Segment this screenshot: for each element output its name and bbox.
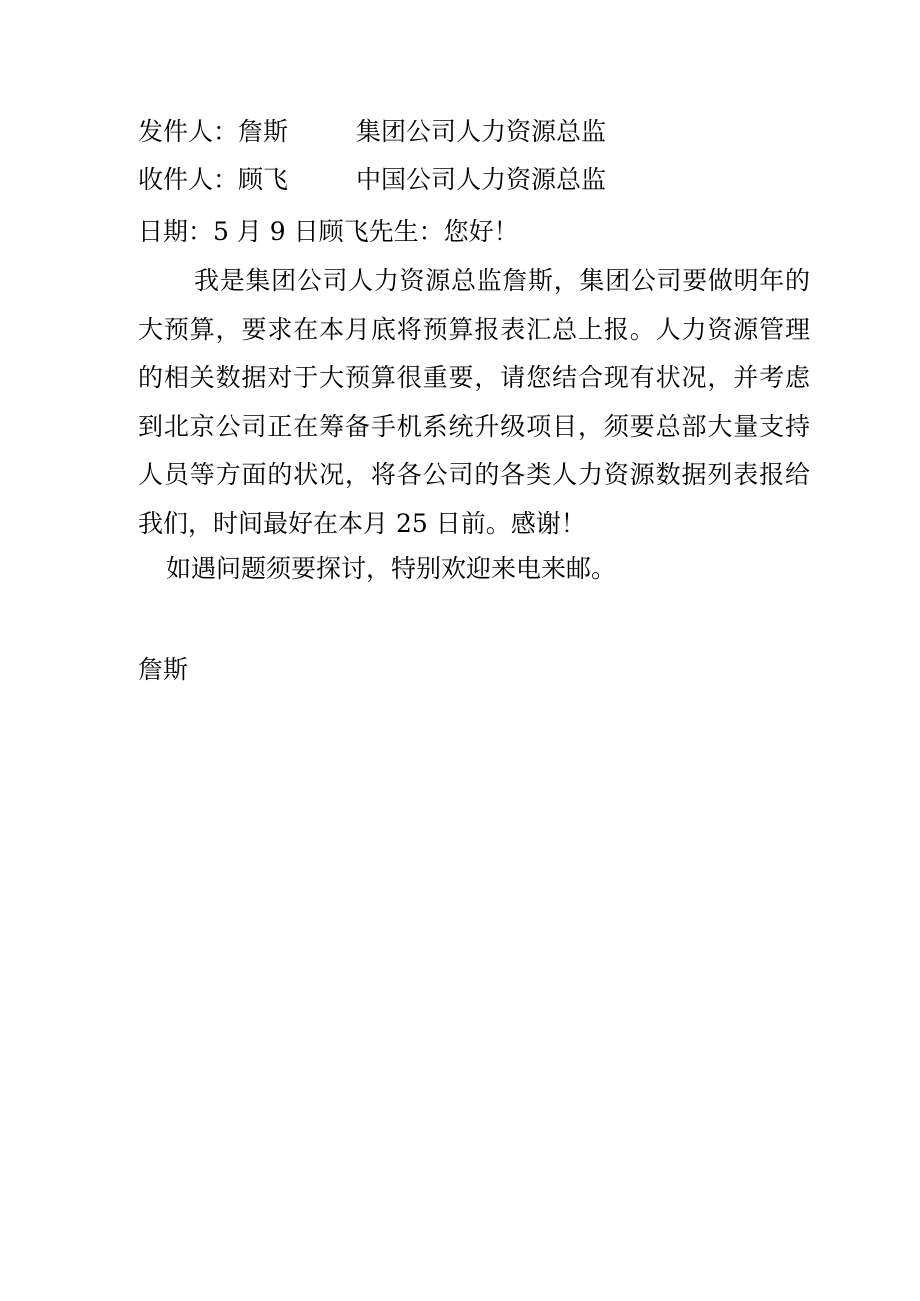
- recipient-name: 收件人：顾飞: [138, 165, 289, 194]
- sender-line: [138, 119, 606, 144]
- date-greeting-line: 日期：5 月 9 日顾飞先生：您好！: [138, 217, 519, 246]
- recipient-line: [138, 167, 606, 192]
- body-paragraph: 我是集团公司人力资源总监詹斯，集团公司要做明年的大预算，要求在本月底将预算报表汇总上报。人力资源管理的相关数据对于大预算很重要，请您结合现有状况，并考虑到北京公司正在筹备手机系统升级项目，须要总部大量支持人员等方面的状况，将各公司的各类人力资源数据列表报给我们，时间最好在本月 25 日前。感谢！: [138, 266, 810, 538]
- sender-title: 集团公司人力资源总监: [356, 117, 607, 146]
- sender-name: 发件人：詹斯: [138, 117, 289, 146]
- recipient-title: 中国公司人力资源总监: [356, 165, 607, 194]
- signature: 詹斯: [138, 655, 189, 684]
- closing-paragraph: 如遇问题须要探讨，特别欢迎来电来邮。: [166, 554, 617, 583]
